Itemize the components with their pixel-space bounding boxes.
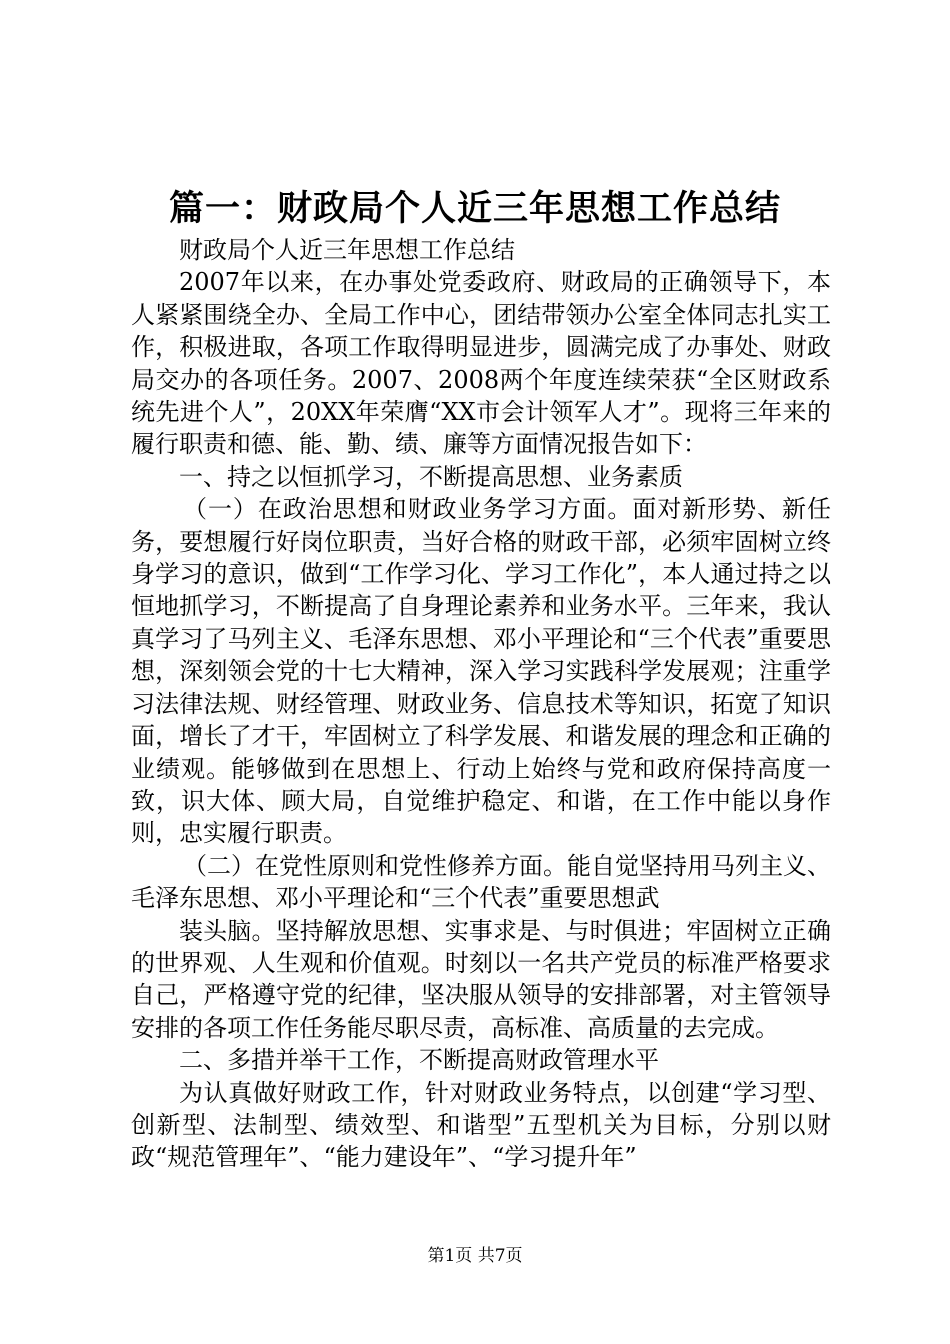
body-paragraph-2: 为认真做好财政工作，针对财政业务特点，以创建“学习型、创新型、法制型、绩效型、和谐型”五型机关为目标，分别以财政“规范管理年”、“能力建设年”、“学习提升年” <box>131 1078 831 1172</box>
section-heading-2: 二、多措并举干工作，不断提高财政管理水平 <box>179 1046 659 1075</box>
document-title: 篇一：财政局个人近三年思想工作总结 <box>168 188 781 229</box>
section-heading-1: 一、持之以恒抓学习，不断提高思想、业务素质 <box>179 462 683 491</box>
body-paragraph-1-2: （二）在党性原则和党性修养方面。能自觉坚持用马列主义、毛泽东思想、邓小平理论和“三个代表”重要思想武 <box>131 851 831 913</box>
document-body <box>131 234 831 1174</box>
page-indicator: 第1页 共7页 <box>427 1246 523 1266</box>
body-paragraph-intro: 2007年以来，在办事处党委政府、财政局的正确领导下，本人紧紧围绕全办、全局工作中心，团结带领办公室全体同志扎实工作，积极进取，各项工作取得明显进步，圆满完成了办事处、财政局交办的各项任务。2007、2008两个年度连续荣获“全区财政系统先进个人”，20XX年荣膺“XX市会计领军人才”。现将三年来的履行职责和德、能、勤、绩、廉等方面情况报告如下： <box>131 268 831 459</box>
body-paragraph-1-2-continued: 装头脑。坚持解放思想、实事求是、与时俱进；牢固树立正确的世界观、人生观和价值观。时刻以一名共产党员的标准严格要求自己，严格遵守党的纪律，坚决服从领导的安排部署，对主管领导安排的各项工作任务能尽职尽责，高标准、高质量的去完成。 <box>131 916 831 1042</box>
body-paragraph-1-1: （一）在政治思想和财政业务学习方面。面对新形势、新任务，要想履行好岗位职责，当好合格的财政干部，必须牢固树立终身学习的意识，做到“工作学习化、学习工作化”，本人通过持之以恒地抓学习，不断提高了自身理论素养和业务水平。三年来，我认真学习了马列主义、毛泽东思想、邓小平理论和“三个代表”重要思想，深刻领会党的十七大精神，深入学习实践科学发展观；注重学习法律法规、财经管理、财政业务、信息技术等知识，拓宽了知识面，增长了才干，牢固树立了科学发展、和谐发展的理念和正确的业绩观。能够做到在思想上、行动上始终与党和政府保持高度一致，识大体、顾大局，自觉维护稳定、和谐，在工作中能以身作则，忠实履行职责。 <box>131 495 831 848</box>
body-paragraph-subtitle: 财政局个人近三年思想工作总结 <box>179 236 515 264</box>
